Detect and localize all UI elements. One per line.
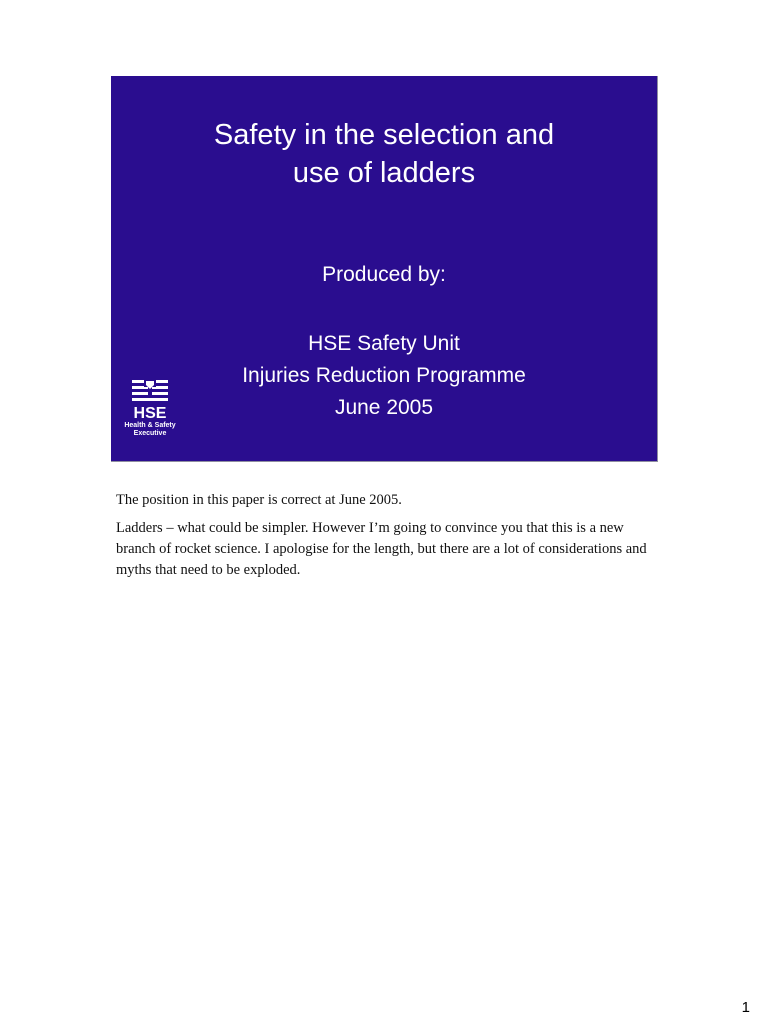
producer-programme: Injuries Reduction Programme — [242, 364, 526, 387]
notes-paragraph-1: The position in this paper is correct at June 2005. — [116, 492, 402, 508]
hse-logo — [119, 379, 181, 451]
producer-unit: HSE Safety Unit — [308, 332, 460, 355]
producer-info — [111, 328, 657, 424]
title-slide — [111, 76, 658, 462]
logo-brand: HSE — [133, 405, 167, 422]
slide-title — [111, 116, 657, 192]
producer-date: June 2005 — [334, 396, 434, 419]
slide-title-line-1: Safety in the selection and — [213, 119, 555, 151]
hse-logo-icon — [132, 379, 168, 405]
page-number: 1 — [741, 999, 750, 1016]
produced-by-label: Produced by: — [322, 263, 446, 286]
logo-subtitle-line-1: Health & Safety — [124, 422, 176, 429]
speaker-notes — [116, 490, 656, 588]
notes-paragraph-2: Ladders – what could be simpler. However I’m going to convince you that this is a new branch of rocket science. I apologise for the length, but there are a lot of considerations and myths that need to be exploded. — [116, 520, 647, 578]
logo-subtitle-line-2: Executive — [133, 430, 167, 437]
slide-title-line-2: use of ladders — [292, 157, 476, 189]
